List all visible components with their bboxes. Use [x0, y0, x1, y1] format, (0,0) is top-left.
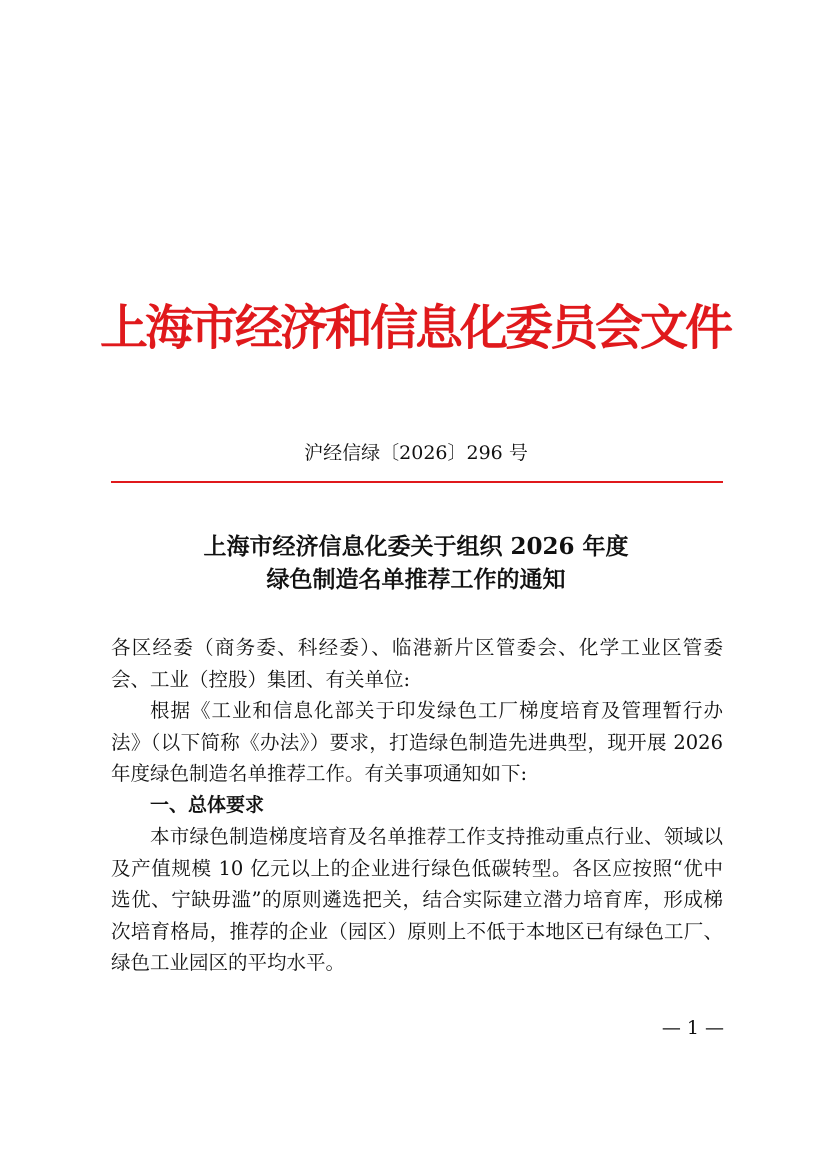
section-1-heading: 一、总体要求: [150, 793, 265, 816]
red-divider-line: [111, 481, 723, 483]
issuer-header-title: 上海市经济和信息化委员会文件: [100, 300, 731, 356]
notice-title: [110, 530, 722, 596]
intro-paragraph: 根据《工业和信息化部关于印发绿色工厂梯度培育及管理暂行办法》（以下简称《办法》）要求，打造绿色制造先进典型，现开展 2026 年度绿色制造名单推荐工作。有关事项通知如下:: [111, 699, 723, 785]
section-1-paragraph: 本市绿色制造梯度培育及名单推荐工作支持推动重点行业、领域以及产值规模 10 亿元以上的企业进行绿色低碳转型。各区应按照“优中选优、宁缺毋滥”的原则遴选把关，结合实际建立潜力培育库，形成梯次培育格局，推荐的企业（园区）原则上不低于本地区已有绿色工厂、绿色工业园区的平均水平。: [111, 825, 723, 974]
page-number: — 1 —: [661, 1017, 724, 1039]
notice-body: [111, 632, 723, 979]
document-number: 沪经信绿〔2026〕296 号: [304, 442, 528, 464]
notice-title-line-1: 上海市经济信息化委关于组织 2026 年度: [203, 533, 629, 560]
notice-title-line-2: 绿色制造名单推荐工作的通知: [266, 566, 566, 593]
addressees-paragraph: 各区经委（商务委、科经委）、临港新片区管委会、化学工业区管委会、工业（控股）集团、有关单位:: [111, 636, 723, 691]
